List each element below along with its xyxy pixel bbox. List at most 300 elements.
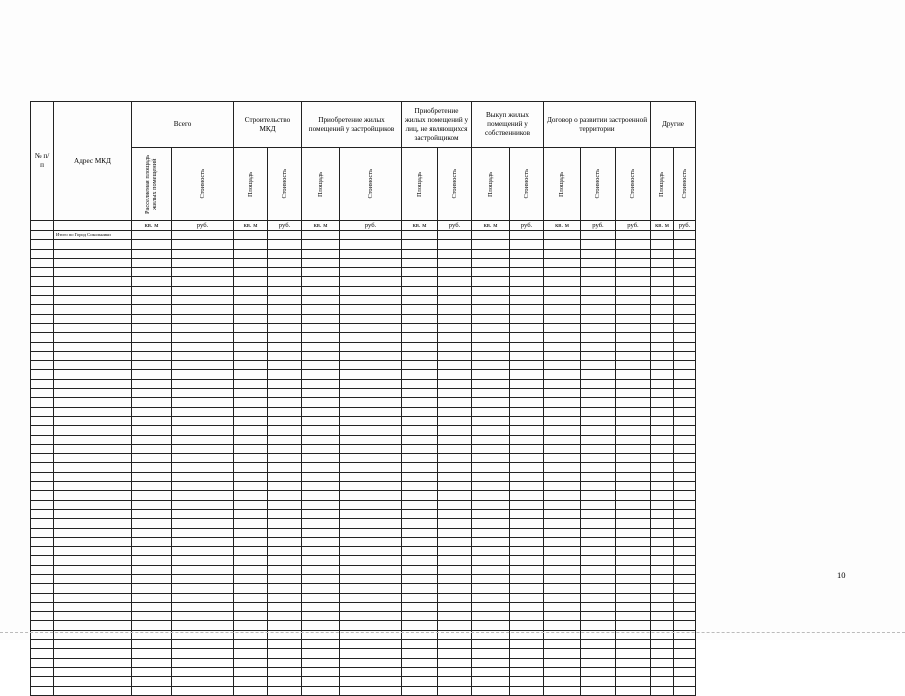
row-value-cell [302, 240, 340, 249]
row-value-cell [234, 463, 268, 472]
row-value-cell [234, 556, 268, 565]
row-value-cell [544, 240, 581, 249]
row-value-cell [234, 602, 268, 611]
row-value-cell [132, 519, 172, 528]
row-value-cell [340, 249, 402, 258]
row-value-cell [510, 612, 544, 621]
row-value-cell [302, 649, 340, 658]
row-value-cell [544, 296, 581, 305]
row-value-cell [472, 621, 510, 630]
row-value-cell [172, 305, 234, 314]
row-value-cell [616, 602, 651, 611]
row-value-cell [472, 361, 510, 370]
unit-rub: руб. [581, 221, 616, 231]
row-value-cell [544, 667, 581, 676]
row-value-cell [132, 435, 172, 444]
row-value-cell [651, 565, 674, 574]
row-value-cell [472, 379, 510, 388]
row-value-cell [674, 426, 696, 435]
row-value-cell [674, 314, 696, 323]
row-value-cell [616, 249, 651, 258]
row-value-cell [132, 463, 172, 472]
row-value-cell [268, 351, 302, 360]
row-value-cell [438, 509, 472, 518]
row-address [54, 593, 132, 602]
row-value-cell [132, 537, 172, 546]
row-value-cell [544, 482, 581, 491]
row-value-cell [302, 268, 340, 277]
row-value-cell [234, 407, 268, 416]
row-value-cell [651, 537, 674, 546]
row-value-cell [302, 519, 340, 528]
row-value-cell [510, 249, 544, 258]
row-value-cell [340, 612, 402, 621]
row-value-cell [268, 277, 302, 286]
row-value-cell [438, 416, 472, 425]
row-value-cell [472, 435, 510, 444]
row-value-cell [472, 574, 510, 583]
row-value-cell [268, 621, 302, 630]
row-value-cell [132, 296, 172, 305]
row-value-cell [340, 537, 402, 546]
row-value-cell [268, 667, 302, 676]
row-value-cell [302, 258, 340, 267]
unit-sqm: кв. м [132, 221, 172, 231]
row-value-cell [651, 370, 674, 379]
row-value-cell [651, 333, 674, 342]
row-address [54, 574, 132, 583]
table-row [31, 370, 696, 379]
row-address [54, 602, 132, 611]
row-value-cell [132, 379, 172, 388]
row-value-cell [616, 593, 651, 602]
row-value-cell [472, 547, 510, 556]
row-value-cell [651, 602, 674, 611]
row-value-cell [438, 268, 472, 277]
row-value-cell [438, 333, 472, 342]
row-value-cell [651, 556, 674, 565]
row-value-cell [340, 342, 402, 351]
row-address: Итого по Город Сокольники [54, 231, 132, 240]
row-value-cell [302, 286, 340, 295]
row-value-cell [581, 407, 616, 416]
row-value-cell [234, 342, 268, 351]
row-value-cell [234, 584, 268, 593]
row-value-cell [132, 640, 172, 649]
row-value-cell [132, 444, 172, 453]
table-row [31, 584, 696, 593]
row-value-cell [616, 584, 651, 593]
row-address [54, 686, 132, 695]
row-value-cell [340, 314, 402, 323]
row-value-cell [268, 407, 302, 416]
row-value-cell [581, 323, 616, 332]
row-value-cell [544, 584, 581, 593]
row-value-cell [544, 416, 581, 425]
row-value-cell [544, 574, 581, 583]
row-value-cell [651, 258, 674, 267]
row-value-cell [674, 574, 696, 583]
row-value-cell [234, 268, 268, 277]
row-value-cell [340, 444, 402, 453]
row-value-cell [132, 621, 172, 630]
unit-rub: руб. [172, 221, 234, 231]
row-address [54, 472, 132, 481]
table-row [31, 556, 696, 565]
row-value-cell [616, 435, 651, 444]
table-row [31, 686, 696, 695]
row-value-cell [544, 277, 581, 286]
row-value-cell [340, 389, 402, 398]
row-value-cell [472, 593, 510, 602]
row-value-cell [510, 519, 544, 528]
row-value-cell [132, 389, 172, 398]
row-value-cell [438, 296, 472, 305]
row-value-cell [402, 472, 438, 481]
row-value-cell [651, 361, 674, 370]
row-address [54, 500, 132, 509]
row-value-cell [132, 584, 172, 593]
row-value-cell [172, 602, 234, 611]
row-value-cell [510, 463, 544, 472]
row-value-cell [172, 342, 234, 351]
row-value-cell [651, 667, 674, 676]
row-value-cell [302, 305, 340, 314]
row-value-cell [651, 435, 674, 444]
row-value-cell [402, 240, 438, 249]
row-value-cell [302, 361, 340, 370]
table-row [31, 528, 696, 537]
row-value-cell [172, 482, 234, 491]
row-value-cell [651, 547, 674, 556]
row-value-cell [402, 454, 438, 463]
table-row [31, 454, 696, 463]
row-value-cell [268, 584, 302, 593]
row-value-cell [340, 398, 402, 407]
row-value-cell [581, 305, 616, 314]
row-value-cell [510, 314, 544, 323]
row-value-cell [581, 454, 616, 463]
row-value-cell [544, 658, 581, 667]
resettlement-table [30, 101, 696, 696]
row-value-cell [544, 268, 581, 277]
row-address [54, 547, 132, 556]
row-value-cell [581, 444, 616, 453]
row-value-cell [234, 500, 268, 509]
row-value-cell [674, 333, 696, 342]
row-address [54, 268, 132, 277]
row-address [54, 565, 132, 574]
row-value-cell [268, 398, 302, 407]
row-value-cell [616, 649, 651, 658]
row-value-cell [616, 426, 651, 435]
row-value-cell [510, 389, 544, 398]
scan-edge-divider [0, 632, 905, 634]
row-value-cell [581, 398, 616, 407]
row-value-cell [340, 500, 402, 509]
row-value-cell [651, 658, 674, 667]
row-value-cell [438, 556, 472, 565]
row-value-cell [674, 491, 696, 500]
row-value-cell [340, 472, 402, 481]
row-value-cell [268, 547, 302, 556]
row-value-cell [172, 584, 234, 593]
row-value-cell [172, 296, 234, 305]
row-value-cell [402, 509, 438, 518]
row-value-cell [651, 593, 674, 602]
row-value-cell [510, 268, 544, 277]
row-value-cell [438, 491, 472, 500]
row-value-cell [581, 463, 616, 472]
row-value-cell [544, 500, 581, 509]
row-value-cell [616, 528, 651, 537]
table-row [31, 640, 696, 649]
row-value-cell [674, 593, 696, 602]
row-value-cell [302, 444, 340, 453]
row-value-cell [402, 519, 438, 528]
table-row [31, 249, 696, 258]
row-value-cell [234, 649, 268, 658]
row-value-cell [674, 584, 696, 593]
row-value-cell [544, 612, 581, 621]
row-value-cell [340, 574, 402, 583]
table-row [31, 612, 696, 621]
table-row [31, 268, 696, 277]
sub-resettled-area: Расселяемая площадь жилых помещений [132, 148, 172, 221]
row-number [31, 333, 54, 342]
row-value-cell [302, 398, 340, 407]
row-value-cell [544, 361, 581, 370]
row-value-cell [544, 677, 581, 686]
row-value-cell [438, 249, 472, 258]
col-num-header: № п/п [31, 102, 54, 221]
row-value-cell [172, 286, 234, 295]
row-value-cell [438, 667, 472, 676]
row-value-cell [674, 268, 696, 277]
row-value-cell [674, 640, 696, 649]
row-value-cell [616, 547, 651, 556]
row-number [31, 323, 54, 332]
row-value-cell [340, 407, 402, 416]
row-value-cell [651, 426, 674, 435]
row-value-cell [402, 435, 438, 444]
row-number [31, 426, 54, 435]
row-value-cell [268, 574, 302, 583]
row-value-cell [674, 463, 696, 472]
row-value-cell [340, 240, 402, 249]
row-number [31, 379, 54, 388]
row-value-cell [544, 454, 581, 463]
row-value-cell [616, 537, 651, 546]
row-number [31, 621, 54, 630]
row-value-cell [302, 277, 340, 286]
row-value-cell [438, 258, 472, 267]
row-address [54, 416, 132, 425]
group-nondeveloper-purchase-header: Приобретение жилых помещений у лиц, не являющихся застройщиком [402, 102, 472, 148]
row-value-cell [302, 658, 340, 667]
row-value-cell [268, 296, 302, 305]
row-value-cell [172, 268, 234, 277]
table-row [31, 231, 696, 240]
row-value-cell [510, 658, 544, 667]
row-value-cell [172, 444, 234, 453]
row-value-cell [234, 593, 268, 602]
row-value-cell [674, 305, 696, 314]
row-value-cell [268, 500, 302, 509]
row-value-cell [172, 231, 234, 240]
row-value-cell [510, 416, 544, 425]
row-value-cell [510, 323, 544, 332]
row-value-cell [302, 612, 340, 621]
units-row [31, 221, 696, 231]
table-row [31, 296, 696, 305]
row-value-cell [581, 286, 616, 295]
row-value-cell [616, 482, 651, 491]
row-value-cell [402, 296, 438, 305]
row-value-cell [132, 667, 172, 676]
row-value-cell [402, 426, 438, 435]
row-value-cell [234, 537, 268, 546]
row-value-cell [172, 407, 234, 416]
row-value-cell [674, 231, 696, 240]
row-value-cell [268, 519, 302, 528]
row-value-cell [172, 509, 234, 518]
row-value-cell [172, 454, 234, 463]
row-value-cell [438, 640, 472, 649]
row-address [54, 491, 132, 500]
row-address [54, 649, 132, 658]
row-value-cell [438, 612, 472, 621]
row-value-cell [472, 519, 510, 528]
row-value-cell [544, 537, 581, 546]
row-value-cell [438, 472, 472, 481]
row-value-cell [581, 426, 616, 435]
row-value-cell [132, 370, 172, 379]
row-value-cell [268, 416, 302, 425]
row-value-cell [616, 240, 651, 249]
row-value-cell [581, 612, 616, 621]
unit-rub: руб. [674, 221, 696, 231]
row-value-cell [172, 640, 234, 649]
row-value-cell [234, 305, 268, 314]
row-value-cell [616, 463, 651, 472]
row-number [31, 444, 54, 453]
row-address [54, 305, 132, 314]
row-value-cell [302, 667, 340, 676]
row-value-cell [132, 342, 172, 351]
row-value-cell [651, 519, 674, 528]
row-value-cell [438, 351, 472, 360]
row-value-cell [472, 565, 510, 574]
row-value-cell [302, 547, 340, 556]
row-value-cell [438, 286, 472, 295]
row-value-cell [651, 389, 674, 398]
row-value-cell [472, 444, 510, 453]
row-value-cell [234, 519, 268, 528]
row-value-cell [581, 584, 616, 593]
row-value-cell [616, 574, 651, 583]
row-value-cell [402, 379, 438, 388]
row-value-cell [472, 249, 510, 258]
row-value-cell [302, 528, 340, 537]
row-value-cell [651, 296, 674, 305]
row-number [31, 593, 54, 602]
row-value-cell [438, 342, 472, 351]
row-value-cell [402, 677, 438, 686]
row-value-cell [438, 686, 472, 695]
row-value-cell [544, 491, 581, 500]
row-value-cell [544, 621, 581, 630]
row-value-cell [674, 444, 696, 453]
row-value-cell [340, 556, 402, 565]
row-value-cell [510, 491, 544, 500]
row-value-cell [674, 249, 696, 258]
row-value-cell [544, 565, 581, 574]
row-value-cell [616, 361, 651, 370]
row-value-cell [581, 277, 616, 286]
row-address [54, 407, 132, 416]
row-value-cell [234, 379, 268, 388]
row-value-cell [172, 351, 234, 360]
row-value-cell [402, 249, 438, 258]
row-number [31, 342, 54, 351]
row-value-cell [581, 528, 616, 537]
row-number [31, 351, 54, 360]
row-value-cell [581, 482, 616, 491]
row-value-cell [651, 240, 674, 249]
row-value-cell [132, 249, 172, 258]
row-value-cell [268, 370, 302, 379]
row-value-cell [674, 240, 696, 249]
row-value-cell [438, 649, 472, 658]
row-value-cell [616, 277, 651, 286]
table-row [31, 342, 696, 351]
row-value-cell [510, 407, 544, 416]
row-value-cell [268, 472, 302, 481]
row-value-cell [581, 268, 616, 277]
row-value-cell [616, 658, 651, 667]
row-value-cell [268, 602, 302, 611]
row-value-cell [438, 677, 472, 686]
row-value-cell [674, 556, 696, 565]
row-value-cell [340, 370, 402, 379]
row-number [31, 677, 54, 686]
row-address [54, 379, 132, 388]
row-value-cell [172, 686, 234, 695]
row-value-cell [674, 500, 696, 509]
row-value-cell [172, 240, 234, 249]
row-value-cell [132, 612, 172, 621]
row-value-cell [268, 231, 302, 240]
row-value-cell [616, 379, 651, 388]
row-value-cell [651, 500, 674, 509]
row-value-cell [172, 658, 234, 667]
sub-development-area: Площадь [544, 148, 581, 221]
group-other-header: Другие [651, 102, 696, 148]
row-value-cell [651, 342, 674, 351]
row-value-cell [438, 482, 472, 491]
table-row [31, 323, 696, 332]
row-address [54, 361, 132, 370]
row-value-cell [616, 565, 651, 574]
row-value-cell [674, 389, 696, 398]
table-row [31, 658, 696, 667]
row-address [54, 351, 132, 360]
row-value-cell [616, 258, 651, 267]
row-value-cell [402, 537, 438, 546]
row-value-cell [302, 296, 340, 305]
row-value-cell [438, 435, 472, 444]
